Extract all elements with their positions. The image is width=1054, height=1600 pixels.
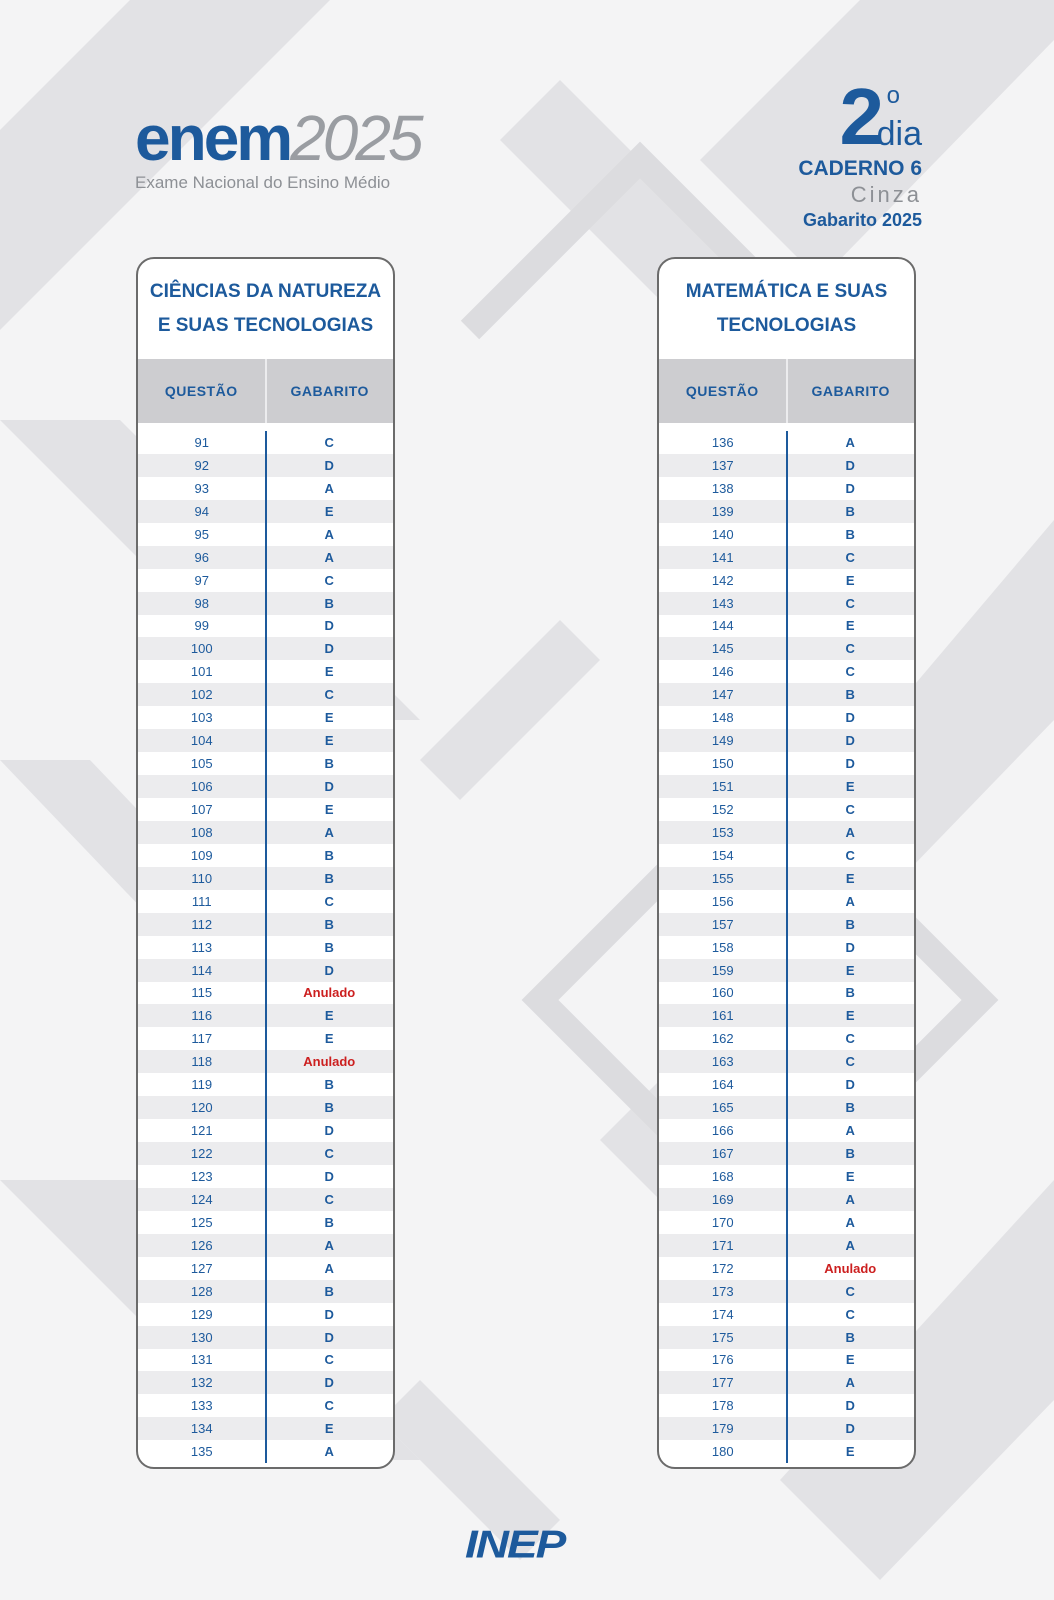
question-number: 157 [711, 916, 734, 932]
table-row [659, 569, 914, 592]
answer-key: E [845, 1444, 855, 1460]
col-questao-header: QUESTÃO [659, 359, 788, 423]
answer-key: A [845, 434, 855, 450]
table-row [659, 1004, 914, 1027]
table-row [659, 890, 914, 913]
question-number: 134 [190, 1421, 213, 1437]
question-number: 110 [191, 870, 213, 886]
answer-key: B [324, 916, 334, 932]
table-row [659, 729, 914, 752]
answer-key: C [845, 801, 855, 817]
question-number: 147 [711, 687, 734, 703]
table-row [138, 1371, 393, 1394]
question-number: 174 [711, 1306, 734, 1322]
question-number: 100 [190, 641, 213, 657]
question-number: 105 [190, 756, 213, 772]
answer-key: C [324, 572, 334, 588]
table-row [138, 431, 393, 454]
table-row [659, 683, 914, 706]
question-number: 178 [711, 1398, 734, 1414]
table-row [659, 1188, 914, 1211]
table-row [138, 660, 393, 683]
answer-key: E [845, 572, 855, 588]
answer-key: E [845, 870, 855, 886]
panel-header [659, 359, 914, 423]
answer-key: D [845, 1077, 855, 1093]
answer-key: A [324, 549, 334, 565]
question-number: 165 [711, 1100, 734, 1116]
answer-key: B [845, 687, 855, 703]
question-number: 169 [711, 1191, 734, 1207]
answer-key: D [845, 457, 855, 473]
answer-key: E [845, 779, 855, 795]
table-row [659, 1280, 914, 1303]
question-number: 113 [191, 939, 213, 955]
question-number: 135 [190, 1444, 213, 1460]
question-number: 99 [194, 618, 209, 634]
answer-key: D [324, 962, 334, 978]
answer-key: A [324, 1237, 334, 1253]
table-row [138, 798, 393, 821]
table-row [659, 844, 914, 867]
question-number: 120 [190, 1100, 213, 1116]
table-row [659, 913, 914, 936]
table-row [659, 546, 914, 569]
table-row [138, 1050, 393, 1073]
question-number: 109 [190, 847, 213, 863]
question-number: 172 [711, 1260, 734, 1276]
question-number: 133 [190, 1398, 213, 1414]
answer-key: B [845, 1329, 855, 1345]
panel-title: MATEMÁTICA E SUAS TECNOLOGIAS [685, 281, 888, 336]
table-row [138, 890, 393, 913]
question-number: 155 [711, 870, 734, 886]
table-row [659, 500, 914, 523]
answer-key: E [845, 1008, 855, 1024]
answer-key: B [845, 526, 855, 542]
question-number: 116 [191, 1008, 213, 1024]
table-row [138, 1188, 393, 1211]
question-number: 154 [711, 847, 734, 863]
question-number: 91 [194, 434, 209, 450]
answer-key: B [845, 916, 855, 932]
question-number: 97 [194, 572, 209, 588]
answer-key: D [324, 779, 334, 795]
answer-rows [138, 423, 393, 1463]
day-word: dia [876, 115, 922, 153]
table-row [138, 569, 393, 592]
question-number: 152 [711, 801, 734, 817]
table-row [138, 1303, 393, 1326]
answer-key: E [845, 1352, 855, 1368]
answer-key: C [845, 664, 855, 680]
question-number: 150 [711, 756, 734, 772]
table-row [138, 477, 393, 500]
question-number: 111 [191, 893, 212, 909]
answer-panel-ciencias [136, 257, 395, 1469]
table-row [659, 431, 914, 454]
answer-key: D [845, 756, 855, 772]
question-number: 177 [711, 1375, 734, 1391]
question-number: 163 [711, 1054, 734, 1070]
question-number: 164 [711, 1077, 734, 1093]
answer-key: D [845, 733, 855, 749]
question-number: 106 [190, 779, 213, 795]
table-row [659, 1211, 914, 1234]
answer-key: B [845, 1146, 855, 1162]
answer-key: A [845, 1123, 855, 1139]
gabarito-year: Gabarito 2025 [802, 210, 922, 230]
answer-key: A [324, 480, 334, 496]
question-number: 118 [191, 1054, 213, 1070]
table-row [659, 821, 914, 844]
col-gabarito-header: GABARITO [290, 383, 369, 399]
question-number: 96 [194, 549, 209, 565]
caderno-label: CADERNO 6 [798, 157, 922, 180]
answer-key: D [324, 618, 334, 634]
logo-subtitle: Exame Nacional do Ensino Médio [135, 173, 391, 192]
question-number: 168 [711, 1168, 734, 1184]
question-number: 141 [711, 549, 734, 565]
answer-key: A [324, 526, 334, 542]
table-row [138, 1326, 393, 1349]
table-row [659, 982, 914, 1005]
answer-key: C [324, 1352, 334, 1368]
answer-key: C [845, 1031, 855, 1047]
question-number: 180 [711, 1444, 734, 1460]
question-number: 158 [711, 939, 734, 955]
table-row [659, 706, 914, 729]
table-row [659, 867, 914, 890]
table-row [138, 821, 393, 844]
table-row [659, 1234, 914, 1257]
question-number: 115 [191, 985, 213, 1001]
question-number: 156 [711, 893, 734, 909]
answer-key: A [845, 1214, 855, 1230]
table-row [138, 454, 393, 477]
question-number: 137 [711, 457, 734, 473]
answer-rows [659, 423, 914, 1463]
answer-key: E [324, 503, 334, 519]
answer-key: E [845, 618, 855, 634]
question-number: 92 [194, 457, 209, 473]
table-row [138, 1349, 393, 1372]
question-number: 128 [190, 1283, 213, 1299]
answer-key: C [324, 893, 334, 909]
answer-key: D [845, 710, 855, 726]
exam-day-block [762, 72, 922, 232]
answer-key: B [324, 847, 334, 863]
table-row [659, 523, 914, 546]
answer-key: C [324, 1191, 334, 1207]
table-row [659, 959, 914, 982]
table-row [138, 1417, 393, 1440]
question-number: 123 [190, 1168, 213, 1184]
col-gabarito-header: GABARITO [811, 383, 890, 399]
answer-key: B [324, 870, 334, 886]
logo-enem-text: enem [135, 102, 291, 174]
answer-key: D [324, 1329, 334, 1345]
question-number: 125 [190, 1214, 213, 1230]
answer-key: B [324, 1077, 334, 1093]
table-row [138, 867, 393, 890]
question-number: 95 [194, 526, 209, 542]
answer-key: B [324, 1214, 334, 1230]
col-questao-header: QUESTÃO [138, 359, 267, 423]
answer-key: E [324, 801, 334, 817]
answer-key: A [845, 893, 855, 909]
question-number: 103 [190, 710, 213, 726]
table-row [138, 706, 393, 729]
answer-key: A [845, 824, 855, 840]
answer-key: A [845, 1375, 855, 1391]
table-row [659, 1119, 914, 1142]
table-row [659, 592, 914, 615]
answer-key: D [845, 1421, 855, 1437]
answer-key: E [845, 1168, 855, 1184]
table-row [659, 775, 914, 798]
question-number: 104 [190, 733, 213, 749]
table-row [659, 1417, 914, 1440]
question-number: 144 [711, 618, 734, 634]
question-number: 151 [711, 779, 734, 795]
question-number: 149 [711, 733, 734, 749]
question-number: 107 [190, 801, 213, 817]
table-row [659, 798, 914, 821]
question-number: 140 [711, 526, 734, 542]
answer-key: E [324, 1031, 334, 1047]
answer-key: D [845, 1398, 855, 1414]
question-number: 121 [190, 1123, 213, 1139]
table-row [659, 1073, 914, 1096]
answer-key: B [324, 595, 334, 611]
table-row [659, 615, 914, 638]
answer-key: E [324, 733, 334, 749]
table-row [659, 1096, 914, 1119]
question-number: 171 [711, 1237, 734, 1253]
table-row [659, 936, 914, 959]
question-number: 159 [711, 962, 734, 978]
table-row [659, 660, 914, 683]
question-number: 94 [194, 503, 209, 519]
question-number: 142 [711, 572, 734, 588]
answer-key: D [324, 1123, 334, 1139]
table-row [659, 1050, 914, 1073]
table-row [138, 683, 393, 706]
table-row [138, 936, 393, 959]
answer-key: D [324, 1168, 334, 1184]
question-number: 102 [190, 687, 213, 703]
table-row [659, 1440, 914, 1463]
answer-key: E [845, 962, 855, 978]
caderno-color: Cinza [850, 182, 922, 207]
answer-key: A [324, 1444, 334, 1460]
table-row [138, 1027, 393, 1050]
answer-key: Anulado [303, 985, 356, 1001]
question-number: 160 [711, 985, 734, 1001]
question-number: 130 [190, 1329, 213, 1345]
table-row [138, 844, 393, 867]
panel-title: CIÊNCIAS DA NATUREZA E SUAS TECNOLOGIAS [149, 281, 382, 336]
question-number: 108 [190, 824, 213, 840]
table-row [138, 1280, 393, 1303]
answer-key: A [845, 1237, 855, 1253]
answer-key: C [324, 1146, 334, 1162]
table-row [138, 729, 393, 752]
enem-logo [135, 102, 421, 193]
question-number: 138 [711, 480, 734, 496]
table-row [659, 1349, 914, 1372]
table-row [138, 959, 393, 982]
table-row [659, 1371, 914, 1394]
answer-key: E [324, 664, 334, 680]
table-row [138, 982, 393, 1005]
table-row [659, 1394, 914, 1417]
answer-key: C [324, 687, 334, 703]
question-number: 119 [191, 1077, 213, 1093]
table-row [138, 1440, 393, 1463]
question-number: 112 [191, 916, 213, 932]
question-number: 173 [711, 1283, 734, 1299]
answer-key: B [324, 1283, 334, 1299]
table-row [138, 592, 393, 615]
answer-key: D [324, 457, 334, 473]
table-row [138, 1257, 393, 1280]
answer-key: A [845, 1191, 855, 1207]
question-number: 122 [190, 1146, 213, 1162]
table-row [138, 1394, 393, 1417]
question-number: 162 [711, 1031, 734, 1047]
answer-key: B [845, 1100, 855, 1116]
question-number: 131 [190, 1352, 213, 1368]
answer-key: E [324, 710, 334, 726]
table-row [138, 500, 393, 523]
answer-key: C [845, 1306, 855, 1322]
logo-year-text: 2025 [290, 102, 421, 174]
answer-key: A [324, 824, 334, 840]
table-row [659, 1303, 914, 1326]
question-number: 126 [190, 1237, 213, 1253]
answer-key: A [324, 1260, 334, 1276]
table-row [138, 1073, 393, 1096]
table-row [659, 1142, 914, 1165]
table-row [138, 1004, 393, 1027]
panel-header [138, 359, 393, 423]
answer-key: Anulado [303, 1054, 356, 1070]
answer-key: D [845, 480, 855, 496]
question-number: 143 [711, 595, 734, 611]
question-number: 175 [711, 1329, 734, 1345]
table-row [659, 752, 914, 775]
answer-key: C [845, 847, 855, 863]
answer-key: D [324, 1375, 334, 1391]
table-row [138, 523, 393, 546]
question-number: 129 [190, 1306, 213, 1322]
table-row [659, 1027, 914, 1050]
table-row [659, 477, 914, 500]
question-number: 139 [711, 503, 734, 519]
answer-key: D [845, 939, 855, 955]
question-number: 132 [190, 1375, 213, 1391]
table-row [138, 615, 393, 638]
answer-key: C [324, 434, 334, 450]
table-row [138, 1142, 393, 1165]
inep-logo: INEP [465, 1521, 565, 1567]
answer-key: E [324, 1008, 334, 1024]
table-row [138, 1096, 393, 1119]
table-row [138, 546, 393, 569]
table-row [138, 752, 393, 775]
question-number: 170 [711, 1214, 734, 1230]
question-number: 161 [711, 1008, 734, 1024]
question-number: 153 [711, 824, 734, 840]
question-number: 176 [711, 1352, 734, 1368]
table-row [138, 1165, 393, 1188]
table-row [659, 1257, 914, 1280]
answer-key: B [324, 939, 334, 955]
answer-key: B [845, 503, 855, 519]
question-number: 145 [711, 641, 734, 657]
table-row [138, 775, 393, 798]
answer-key: Anulado [824, 1260, 877, 1276]
table-row [138, 637, 393, 660]
day-number: 2 [839, 72, 884, 161]
table-row [659, 1326, 914, 1349]
table-row [138, 1211, 393, 1234]
answer-key: B [324, 756, 334, 772]
question-number: 146 [711, 664, 734, 680]
day-ordinal: o [886, 82, 900, 109]
question-number: 114 [191, 962, 213, 978]
answer-key: D [324, 1306, 334, 1322]
table-row [659, 454, 914, 477]
question-number: 127 [190, 1260, 213, 1276]
question-number: 101 [190, 664, 213, 680]
answer-key: C [845, 549, 855, 565]
answer-key: C [845, 1283, 855, 1299]
question-number: 136 [711, 434, 734, 450]
answer-key: E [324, 1421, 334, 1437]
answer-key: C [845, 641, 855, 657]
question-number: 179 [711, 1421, 734, 1437]
answer-key: C [845, 1054, 855, 1070]
answer-panel-matematica [657, 257, 916, 1469]
question-number: 93 [194, 480, 209, 496]
question-number: 117 [191, 1031, 213, 1047]
table-row [138, 913, 393, 936]
answer-key: D [324, 641, 334, 657]
question-number: 124 [190, 1191, 213, 1207]
question-number: 98 [194, 595, 209, 611]
table-row [659, 637, 914, 660]
question-number: 166 [711, 1123, 734, 1139]
answer-key: B [324, 1100, 334, 1116]
table-row [138, 1119, 393, 1142]
table-row [659, 1165, 914, 1188]
answer-key: B [845, 985, 855, 1001]
answer-key: C [845, 595, 855, 611]
question-number: 148 [711, 710, 734, 726]
table-row [138, 1234, 393, 1257]
answer-key: C [324, 1398, 334, 1414]
question-number: 167 [711, 1146, 734, 1162]
